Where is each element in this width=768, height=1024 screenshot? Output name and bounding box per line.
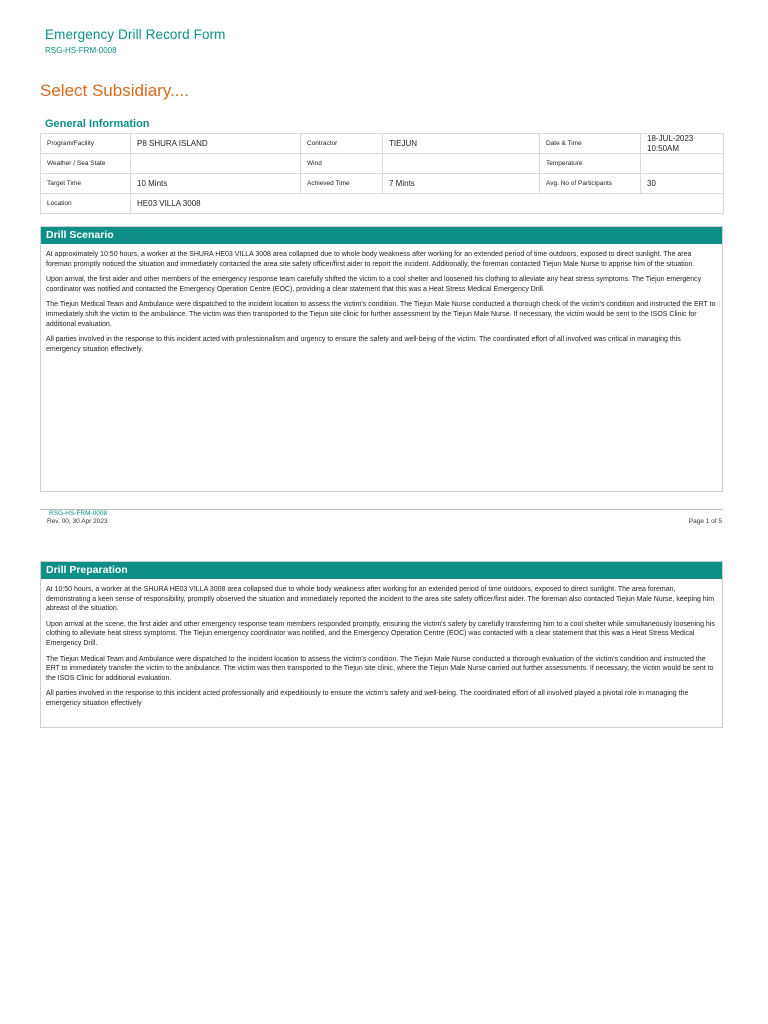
table-row: [41, 154, 724, 174]
weather-sea-state-value: [131, 154, 301, 174]
date-time-value: 18-JUL-2023 10:50AM: [641, 134, 724, 154]
date-time-label: Date & Time: [540, 134, 641, 154]
program-facility-value: P8 SHURA ISLAND: [131, 134, 301, 154]
participants-value: 30: [641, 174, 724, 194]
preparation-paragraph: All parties involved in the response to this incident acted professionally and expeditiously to ensure the victim's safety and well-being. The coordinated effort of all involved played a pivotal role in managing the emergency situation effectively: [46, 690, 689, 707]
achieved-time-label: Achieved Time: [301, 174, 383, 194]
general-information-table: [40, 133, 724, 214]
temperature-value: [641, 154, 724, 174]
drill-scenario-panel: [40, 226, 723, 492]
footer-form-code: RSG-HS-FRM-0008: [49, 510, 108, 517]
preparation-paragraph: The Tiejun Medical Team and Ambulance were dispatched to the incident location to assess the victim's condition. The Tiejun Male Nurse conducted a thorough evaluation of the victim's condition and instructed the ERT to immediately transfer the victim to the ambulance. The victim was then transported to the Tiejun site clinic, where the Tiejun Male Nurse carried out further assessments. If necessary, the victim would be sent to the ISOS Clinic for additional evaluation.: [46, 655, 714, 682]
program-facility-label: Program/Facility: [41, 134, 131, 154]
scenario-paragraph: At approximately 10:50 hours, a worker at the SHURA HE03 VILLA 3008 area collapsed due to whole body weakness after working for an extended period of time outdoors, exposed to direct sunlight. The area foreman promptly noticed the situation and immediately contacted the area site safety officer/first aider to report the incident. Additionally, the foreman contacted Tiejun Male Nurse to apprise him of the situation.: [46, 251, 695, 268]
preparation-paragraph: Upon arrival at the scene, the first aider and other emergency response team members responded promptly, ensuring the victim's safety by carefully transferring him to a cool shelter while simultaneously loosening his clothing to alleviate heat stress symptoms. The Tiejun emergency coordinator was notified, and the Emergency Operation Centre (EOC) was contacted with a clear statement that this was a Heat Stress Medical Emergency Drill.: [46, 620, 715, 647]
contractor-value: TIEJUN: [383, 134, 540, 154]
footer-revision: Rev. 00, 30 Apr 2023: [47, 518, 108, 525]
table-row: [41, 174, 724, 194]
scenario-paragraph: The Tiejun Medical Team and Ambulance were dispatched to the incident location to assess the victim's condition. The Tiejun Male Nurse conducted a thorough check of the victim's condition and instructed the ERT to immediately shift the victim to the ambulance. The victim was then transported to the Tiejun site clinic for further assessment by the Tiejun Male Nurse. If necessary, the victim would be sent to the ISOS Clinic for additional evaluation.: [46, 301, 716, 328]
scenario-paragraph: All parties involved in the response to this incident acted with professionalism and urgency to ensure the safety and well-being of the victim. The coordinated effort of all involved was critical in managing this emergency situation effectively.: [46, 336, 681, 353]
drill-preparation-heading: Drill Preparation: [41, 562, 722, 579]
table-row: [41, 194, 724, 214]
form-code: RSG-HS-FRM-0008: [45, 46, 117, 55]
target-time-label: Target Time: [41, 174, 131, 194]
wind-value: [383, 154, 540, 174]
drill-preparation-panel: [40, 561, 723, 728]
drill-scenario-text: [41, 244, 722, 354]
footer-divider: [40, 509, 723, 510]
form-title: Emergency Drill Record Form: [45, 27, 226, 42]
drill-preparation-text: [41, 579, 722, 709]
drill-scenario-heading: Drill Scenario: [41, 227, 722, 244]
achieved-time-value: 7 Mints: [383, 174, 540, 194]
target-time-value: 10 Mints: [131, 174, 301, 194]
temperature-label: Temperature: [540, 154, 641, 174]
table-row: [41, 134, 724, 154]
general-information-heading: General Information: [45, 118, 150, 130]
location-label: Location: [41, 194, 131, 214]
location-value: HE03 VILLA 3008: [131, 194, 724, 214]
footer-page-number: Page 1 of 5: [688, 518, 722, 525]
contractor-label: Contractor: [301, 134, 383, 154]
scenario-paragraph: Upon arrival, the first aider and other members of the emergency response team carefully shifted the victim to a cool shelter and loosened his clothing to alleviate any heat stress symptoms. The Tiejun emergency coordinator was notified and contacted the Emergency Operation Centre (EOC), providing a clear statement that this was a Heat Stress Medical Emergency Drill.: [46, 276, 702, 293]
preparation-paragraph: At 10:50 hours, a worker at the SHURA HE03 VILLA 3008 area collapsed due to whole body weakness after working for an extended period of time outdoors, exposed to direct sunlight. The area foreman, demonstrating a keen sense of responsibility, promptly observed the situation and immediately reported the incident to the area site safety officer/first aider. The foreman also contacted Tiejun Male Nurse, keeping him abreast of the situation.: [46, 586, 715, 613]
participants-label: Avg. No of Participants: [540, 174, 641, 194]
subsidiary-selector[interactable]: Select Subsidiary....: [40, 81, 189, 100]
weather-sea-state-label: Weather / Sea State: [41, 154, 131, 174]
wind-label: Wind: [301, 154, 383, 174]
